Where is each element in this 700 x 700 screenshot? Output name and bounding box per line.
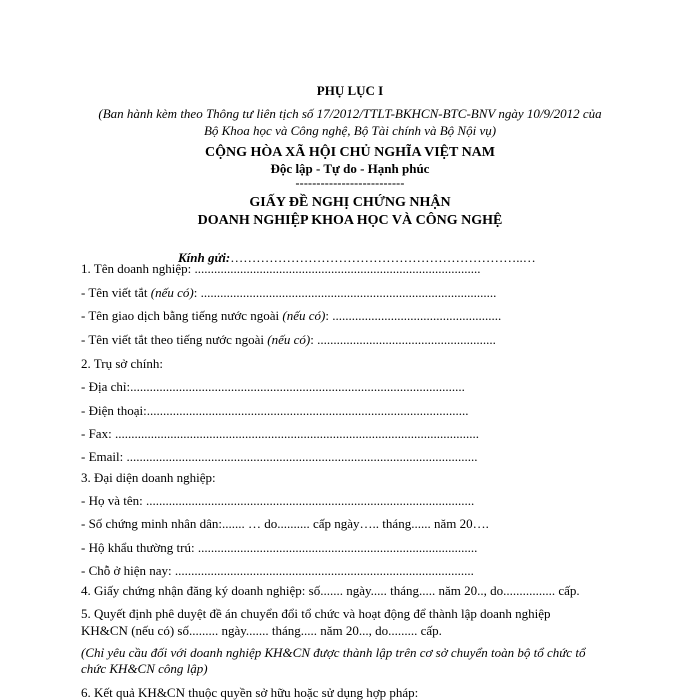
header-separator: -------------------------- xyxy=(295,176,405,190)
form-line-post: : ........................................................................................... xyxy=(193,285,497,300)
form-line xyxy=(81,427,479,440)
form-line xyxy=(81,494,474,507)
form-line xyxy=(81,624,442,637)
form-line-post: ..................................................................................................... xyxy=(145,493,475,508)
form-line-post: ............................................................................................................ xyxy=(126,449,478,464)
form-line xyxy=(81,333,496,346)
form-line xyxy=(81,541,477,554)
form-line-pre: 3. Đại diện doanh nghiệp: xyxy=(81,470,216,485)
form-line-pre: 2. Trụ sở chính: xyxy=(81,356,164,371)
form-line-pre: - Tên viết tắt theo tiếng nước ngoài xyxy=(81,332,268,347)
form-line-pre: - Email: xyxy=(81,449,127,464)
form-title-line-2: DOANH NGHIỆP KHOA HỌC VÀ CÔNG NGHỆ xyxy=(197,213,503,228)
form-line xyxy=(81,662,208,675)
form-line-pre: - Tên giao dịch bằng tiếng nước ngoài xyxy=(81,308,283,323)
form-line-pre: - Fax: xyxy=(81,426,115,441)
form-line-em: (nếu có) xyxy=(282,308,326,323)
form-line-pre: - Tên viết tắt xyxy=(81,285,151,300)
national-motto: Độc lập - Tự do - Hạnh phúc xyxy=(270,161,430,176)
country-name: CỘNG HÒA XÃ HỘI CHỦ NGHĨA VIỆT NAM xyxy=(204,145,495,160)
form-line xyxy=(81,517,489,530)
form-line-em: (Chỉ yêu cầu đối với doanh nghiệp KH&CN được thành lập trên cơ sở chuyển toàn bộ tổ chức tổ xyxy=(81,645,586,660)
form-line-em: (nếu có) xyxy=(267,332,311,347)
form-title-line-1: GIẤY ĐỀ NGHỊ CHỨNG NHẬN xyxy=(249,195,451,210)
form-line xyxy=(81,607,551,620)
form-line-pre: - Chỗ ở hiện nay: xyxy=(81,563,175,578)
form-line-pre: 1. Tên doanh nghiệp: xyxy=(81,261,195,276)
form-line-pre: 4. Giấy chứng nhận đăng ký doanh nghiệp: số....... ngày..... tháng..... năm 20.., do................ cấp. xyxy=(81,583,580,598)
form-line-pre: 6. Kết quả KH&CN thuộc quyền sở hữu hoặc sử dụng hợp pháp: xyxy=(81,685,419,700)
form-line-post: : ....................................................... xyxy=(310,332,496,347)
issuance-note-line-1: (Ban hành kèm theo Thông tư liên tịch số 17/2012/TTLT-BKHCN-BTC-BNV ngày 10/9/2012 của xyxy=(98,106,602,121)
form-line-post: ................................................................................................... xyxy=(146,403,469,418)
form-line-post: ....................................................................................................... xyxy=(130,379,465,394)
form-line-pre: 5. Quyết định phê duyệt đề án chuyển đổi tổ chức và hoạt động để thành lập doanh nghiệp xyxy=(81,606,551,621)
form-line-em: (nếu có) xyxy=(150,285,194,300)
form-line-post: ........................................................................................ xyxy=(194,261,481,276)
form-line-post: ...................................................................................... xyxy=(197,540,478,555)
form-line-pre: KH&CN (nếu có) số......... ngày....... tháng..... năm 20..., do......... cấp. xyxy=(81,623,442,638)
form-line xyxy=(81,450,478,463)
form-line-post: : .................................................... xyxy=(325,308,502,323)
form-line-pre: - Họ và tên: xyxy=(81,493,146,508)
appendix-title: PHỤ LỤC I xyxy=(316,83,384,98)
form-line-pre: - Địa chỉ: xyxy=(81,379,131,394)
form-line xyxy=(81,646,585,659)
form-line-post: ................................................................................................................ xyxy=(114,426,479,441)
form-line xyxy=(81,404,468,417)
form-line xyxy=(81,357,163,370)
form-line-em: chức KH&CN công lập) xyxy=(81,661,208,676)
form-line xyxy=(81,286,496,299)
form-line xyxy=(81,584,580,597)
form-line xyxy=(81,262,481,275)
form-line xyxy=(81,380,465,393)
form-line xyxy=(81,686,418,699)
form-line xyxy=(81,564,474,577)
form-line-pre: - Số chứng minh nhân dân:....... … do.......... cấp ngày….. tháng...... năm 20…. xyxy=(81,516,489,531)
recipient-dots: …………………………………………………………..… xyxy=(230,250,536,265)
form-line xyxy=(81,471,216,484)
form-line-pre: - Hộ khẩu thường trú: xyxy=(81,540,198,555)
issuance-note-line-2: Bộ Khoa học và Công nghệ, Bộ Tài chính và Bộ Nội vụ) xyxy=(203,123,497,138)
form-line-post: ............................................................................................ xyxy=(174,563,474,578)
form-line xyxy=(81,309,501,322)
recipient-label: Kính gửi: xyxy=(178,250,231,265)
form-line-pre: - Điện thoại: xyxy=(81,403,147,418)
